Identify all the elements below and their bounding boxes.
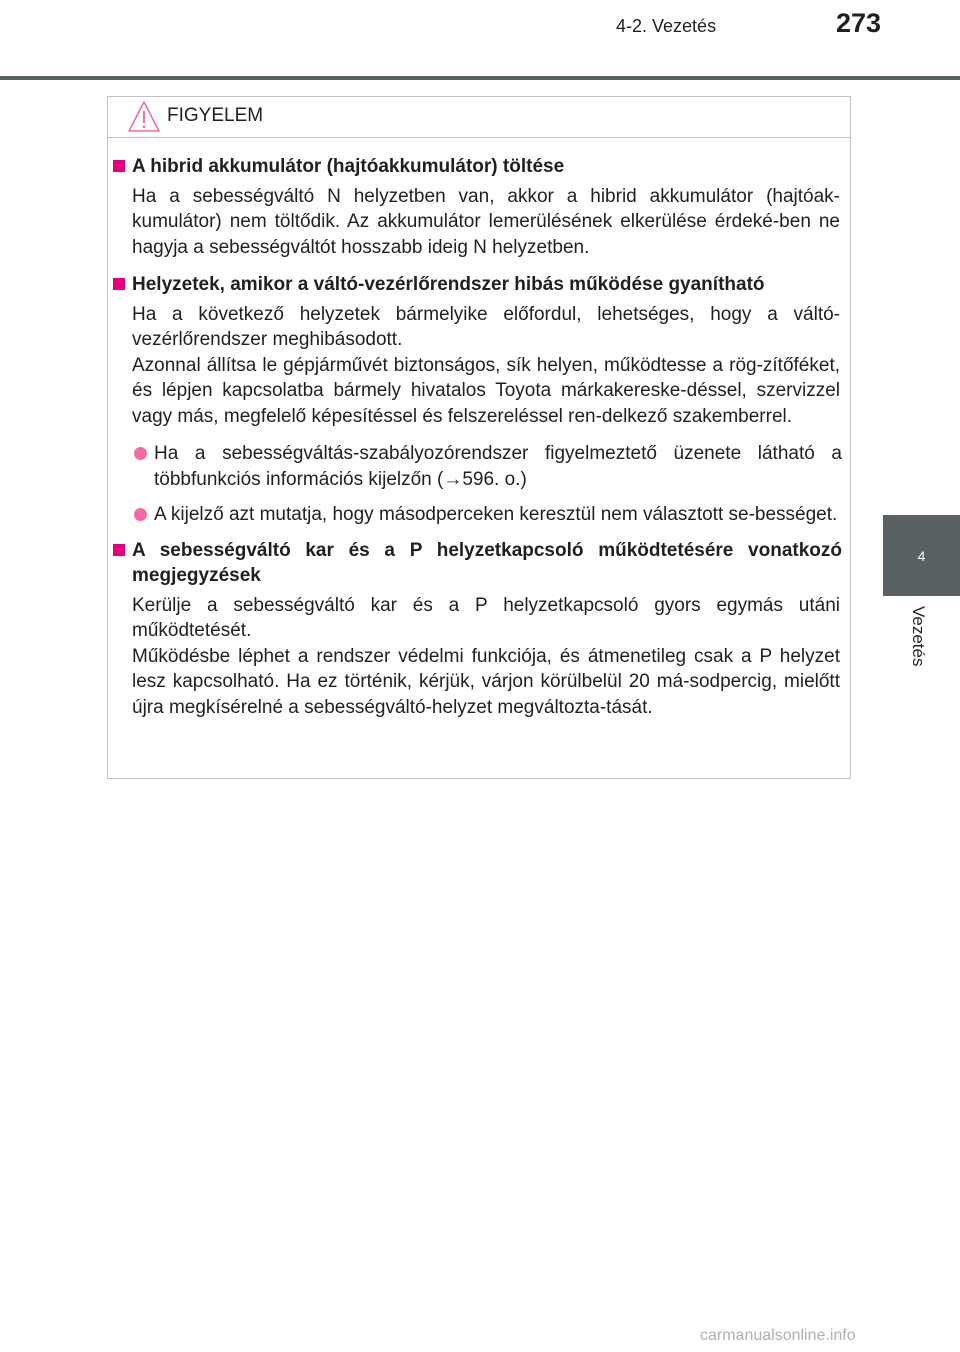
section-heading: A hibrid akkumulátor (hajtóakkumulátor) töltése (108, 154, 850, 180)
warning-title: FIGYELEM (167, 105, 264, 126)
warning-box (107, 96, 851, 779)
paragraph: Kerülje a sebességváltó kar és a P helyzetkapcsoló gyors egymás utáni működtetését. Működésbe léphet a rendszer védelmi funkciója, és átmenetileg csak a P helyzet lesz kapcsolható. Ha ez történik, kérjük, várjon körülbelül 20 má-sodpercig, mielőtt újra megkísérelné a sebességváltó-helyzet megváltozta-tását. (132, 594, 840, 718)
list-item: A kijelző azt mutatja, hogy másodperceken keresztül nem választott se-bességet. (132, 502, 842, 528)
warning-triangle-icon (127, 100, 161, 133)
chapter-tab[interactable] (883, 515, 960, 596)
list-item: Ha a sebességváltás-szabályozórendszer figyelmeztető üzenete látható a többfunkciós információs kijelzőn (→596. o.) (132, 441, 842, 492)
section-heading: A sebességváltó kar és a P helyzetkapcsoló működtetésére vonatkozó megjegyzések (108, 538, 850, 589)
square-bullet-icon (113, 160, 125, 172)
header-divider (0, 76, 960, 80)
warning-content (108, 154, 850, 732)
square-bullet-icon (113, 278, 125, 290)
chapter-tab-label: Vezetés (909, 606, 928, 667)
page-number: 273 (836, 8, 882, 38)
chapter-tab-number: 4 (917, 547, 926, 564)
watermark: carmanualsonline.info (700, 1327, 856, 1344)
warning-header (108, 97, 850, 138)
circle-bullet-icon (134, 508, 147, 521)
section-heading: Helyzetek, amikor a váltó-vezérlőrendszer hibás működése gyanítható (108, 272, 850, 298)
square-bullet-icon (113, 544, 125, 556)
paragraph: Ha a következő helyzetek bármelyike előfordul, lehetséges, hogy a váltó-vezérlőrendszer meghibásodott. Azonnal állítsa le gépjárművét biztonságos, sík helyen, működtesse a rög-zítőféket, és lépjen kapcsolatba bármely hivatalos Toyota márkakereske-déssel, szervizzel vagy más, megfelelő képesítéssel és felszereléssel ren-delkező szakemberrel. (132, 303, 840, 427)
header-section-title: 4-2. Vezetés (616, 16, 717, 36)
circle-bullet-icon (134, 447, 147, 460)
paragraph: Ha a sebességváltó N helyzetben van, akkor a hibrid akkumulátor (hajtóak-kumulátor) nem töltődik. Az akkumulátor lemerülésének elkerülése érdeké-ben ne hagyja a sebességváltót hosszabb ideig N helyzetben. (132, 185, 840, 258)
